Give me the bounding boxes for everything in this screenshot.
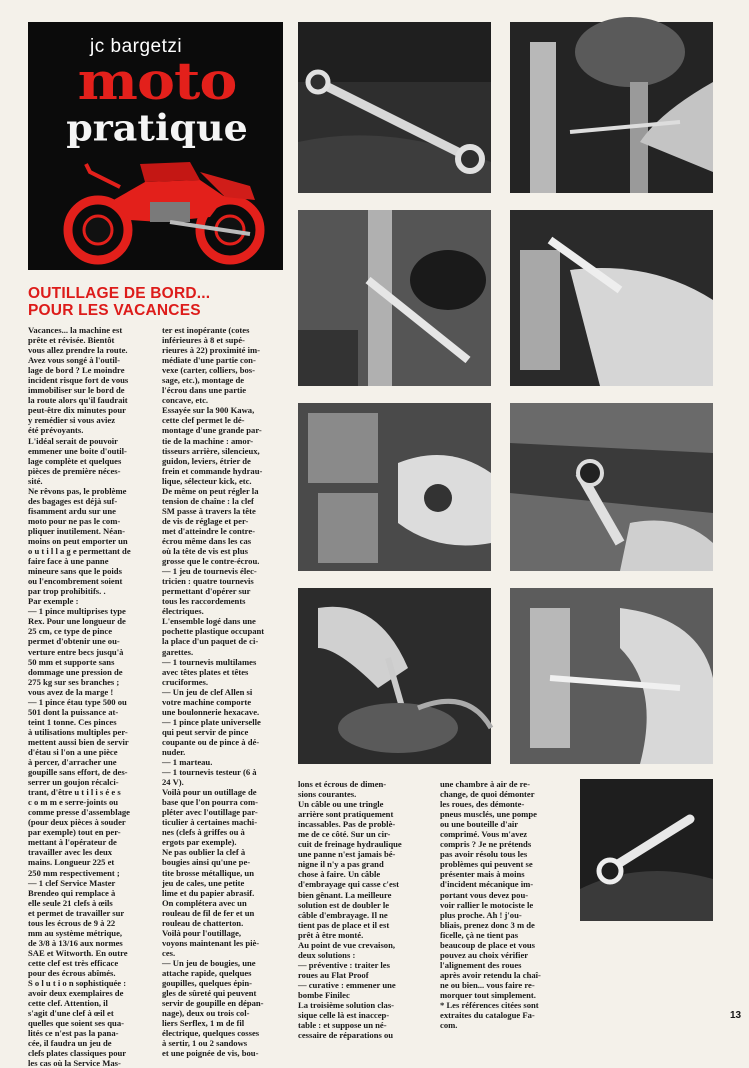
text-line: SAE et Witworth. En outre [28, 947, 128, 958]
text-line: Essayée sur la 900 Kawa, [162, 405, 255, 416]
text-line: les roues, des démonte- [440, 799, 525, 810]
text-line: pour des écrous abîmés. [28, 968, 116, 978]
text-line: mettent aussi bien de servir [28, 736, 129, 747]
text-line: pouvez au choix vérifier [440, 949, 529, 960]
text-line: d'étau si l'on a une pièce [28, 746, 118, 757]
text-line: trant, d'être u t i l i s é e s [28, 787, 121, 798]
text-column-1 [28, 325, 147, 1068]
photo-wrench-closeup [580, 779, 713, 921]
text-line: serrer un goujon récalci- [28, 777, 119, 788]
text-line: verture entre becs jusqu'à [28, 646, 124, 657]
text-line: guidon, leviers, étrier de [162, 455, 251, 466]
text-line: sité. [28, 475, 43, 486]
text-line: 275 kg sur ses branches ; [28, 676, 120, 687]
text-line: une panne n'est jamais bé- [298, 849, 396, 860]
text-line: comme presse d'assemblage [28, 807, 130, 818]
text-line: coupante ou de pince à dé- [162, 736, 260, 747]
text-line: deux solutions : [298, 949, 356, 960]
text-line: votre machine comporte [162, 696, 252, 707]
text-line: problèmes qui peuvent se [440, 859, 533, 870]
text-line: Ne rêvons pas, le problème [28, 485, 127, 496]
text-line: tricien : quatre tournevis [162, 576, 254, 587]
photo-hand-wrench-1 [510, 210, 713, 386]
text-line: SM passe à travers la tête [162, 505, 256, 516]
text-line: frein et commande hydrau- [162, 465, 263, 476]
text-line: Au point de vue crevaison, [298, 939, 396, 950]
text-line: permet d'obtenir une ou- [28, 636, 120, 647]
text-line: — 1 tournevis testeur (6 à [162, 767, 257, 778]
text-line: lique, sélecteur kick, etc. [162, 475, 252, 486]
text-line: nigne il n'y a pas grand [298, 859, 384, 870]
text-line: prêt à être monté. [298, 929, 364, 940]
text-line: portant vous devez pou- [440, 889, 529, 900]
text-line: tie de la machine : amor- [162, 435, 254, 446]
text-line: inférieures à 8 et supé- [162, 335, 245, 346]
text-line: lités ce n'est pas la pana- [28, 1028, 119, 1039]
text-line: goupille sans effort, de des- [28, 767, 128, 778]
text-line: — 1 pince plate universelle [162, 716, 261, 727]
text-line: permettant d'opérer sur [162, 586, 251, 597]
text-line: par trop prohibitifs. . [28, 586, 106, 597]
text-line: cuit de freinage hydraulique [298, 839, 402, 850]
text-line: fisamment ardu sur une [28, 505, 116, 516]
text-line: mains. Longueur 225 et [28, 857, 115, 868]
text-line: ne ou bien... vous faire re- [440, 979, 535, 990]
text-line: lage de bord ? Le moindre [28, 365, 125, 376]
text-line: morquer tout simplement. [440, 989, 536, 1000]
text-line: (pour deux pièces à souder [28, 817, 126, 828]
text-line: grosse que le contre-écrou. [162, 556, 260, 567]
text-line: goupilles, quelques épin- [162, 978, 253, 989]
text-line: montage d'une grande par- [162, 425, 262, 436]
text-line: ou une bouteille d'air [440, 819, 519, 830]
masthead-title-moto: moto [77, 51, 237, 112]
text-line: la place d'un paquet de ci- [162, 636, 259, 647]
text-line: vous allez prendre la route. [28, 345, 128, 356]
text-line: été prévoyants. [28, 425, 84, 436]
text-line: s'agit d'une clef à œil et [28, 1008, 114, 1019]
text-line: bliais, prenez donc 3 m de [440, 919, 535, 930]
text-line: incident risque fort de vous [28, 375, 129, 386]
text-line: tous les raccordements [162, 596, 246, 607]
text-line: La troisième solution clas- [298, 1000, 395, 1011]
text-line: c o m m e serre-joints ou [28, 797, 119, 808]
text-line: faire face à une panne [28, 556, 109, 567]
text-line: servir de goupille en dépan- [162, 998, 264, 1009]
text-line: bombe Finilec [298, 989, 350, 1000]
text-line: incassables. Pas de problè- [298, 819, 396, 830]
text-line: mettant à l'opérateur de [28, 837, 117, 848]
text-line: — préventive : traiter les [298, 959, 390, 970]
text-line: câble d'embrayage. Il ne [298, 909, 388, 920]
text-line: — 1 pince multiprises type [28, 606, 126, 617]
text-line: ficelle, çà ne tient pas [440, 929, 519, 940]
text-line: cette clef est très efficace [28, 957, 119, 968]
photo-chain-adjuster [510, 403, 713, 571]
text-line: plus proche. Ah ! j'ou- [440, 909, 522, 920]
text-line: travailler avec les deux [28, 847, 113, 858]
text-line: compris ? Je ne prétends [440, 839, 532, 850]
text-column-2 [162, 325, 284, 1059]
text-line: Brendeo qui remplace à [28, 887, 116, 898]
text-line: d'incident mécanique im- [440, 879, 534, 890]
text-line: cessaire de réparations ou [298, 1030, 394, 1041]
text-line: ergots par exemple). [162, 837, 237, 848]
text-line: garettes. [162, 646, 194, 657]
text-line: jeu de cales, une petite [162, 877, 245, 888]
text-line: les cas où la Service Mas- [28, 1058, 121, 1068]
article-headline [28, 285, 288, 319]
text-line: lons et écrous de dimen- [298, 779, 387, 789]
text-line: * Les références citées sont [440, 1000, 539, 1011]
text-line: cruciformes. [162, 676, 209, 687]
text-line: présenter mais à moins [440, 869, 525, 880]
photo-fork-tube [510, 22, 713, 193]
text-line: cette clef. Attention, il [28, 998, 108, 1009]
text-line: me de ce côté. Sur un cir- [298, 829, 391, 840]
masthead [28, 22, 283, 270]
text-line: une chambre à air de re- [440, 779, 530, 789]
text-line: pneus musclés, une pompe [440, 809, 537, 820]
text-line: quelles que soient ses qua- [28, 1018, 124, 1029]
page-number: 13 [730, 1010, 742, 1021]
masthead-title-pratique: pratique [66, 106, 248, 149]
text-line: dommage une pression de [28, 666, 123, 677]
text-column-4 [440, 779, 566, 1045]
text-line: gles de sûreté qui peuvent [162, 988, 257, 999]
text-line: concave, etc. [162, 395, 209, 406]
text-line: pochette plastique occupant [162, 626, 265, 637]
text-line: mm au système métrique, [28, 927, 123, 938]
photo-rear-shock [298, 210, 491, 386]
text-line: après avoir retendu la chaî- [440, 969, 541, 980]
text-line: lage complète et quelques [28, 455, 122, 466]
text-line: voyons maintenant les piè- [162, 937, 260, 948]
text-line: table : et suppose un né- [298, 1020, 387, 1031]
text-line: change, de quoi démonter [440, 789, 535, 800]
text-line: tite brosse métallique, un [162, 867, 254, 878]
text-line: sions courantes. [298, 789, 357, 800]
text-line: y remédier si vous aviez [28, 415, 116, 426]
text-line: ou l'encombrement soient [28, 576, 123, 587]
text-line: et permet de travailler sur [28, 907, 125, 918]
text-line: de 3/8 à 13/16 aux normes [28, 937, 123, 948]
text-line: elle seule 21 clefs à œils [28, 897, 113, 908]
text-line: cette clef permet le dé- [162, 415, 245, 426]
text-line: sage, etc.), montage de [162, 375, 245, 386]
text-line: 24 V). [162, 777, 184, 788]
text-line: de vis de réglage et per- [162, 515, 249, 526]
text-line: prête et révisée. Bientôt [28, 335, 115, 346]
text-line: Voilà pour l'outillage, [162, 927, 242, 938]
text-line: roues au Flat Proof [298, 969, 369, 980]
text-line: Avez vous songé à l'outil- [28, 355, 120, 366]
text-line: la route alors qu'il faudrait [28, 395, 128, 406]
text-line: Vacances... la machine est [28, 325, 123, 335]
text-line: une boulonnerie hexacave. [162, 706, 260, 717]
text-line: cée, il faudra un jeu de [28, 1038, 112, 1049]
text-line: écrou même dans les cas [162, 535, 252, 546]
text-line: rouleau de fil de fer et un [162, 907, 255, 918]
text-line: pléter avec l'outillage par- [162, 807, 258, 818]
text-line: liers Serflex, 1 m de fil [162, 1018, 245, 1029]
text-line: qui peut servir de pince [162, 726, 249, 737]
text-line: des bagages est déjà suf- [28, 495, 118, 506]
text-line: tension de chaîne : la clef [162, 495, 254, 506]
photo-engine-block [298, 403, 491, 571]
text-line: o u t i l l a g e permettant de [28, 546, 131, 557]
text-line: l'écrou dans une partie [162, 385, 247, 396]
text-line: solution est de doubler le [298, 899, 390, 910]
text-line: com. [440, 1020, 458, 1031]
text-line: Ne pas oublier la clef à [162, 847, 246, 858]
text-line: médiate d'une partie con- [162, 355, 256, 366]
text-line: tient pas de place et il est [298, 919, 390, 930]
text-line: bien gênant. La meilleure [298, 889, 392, 900]
text-line: teint 1 tonne. Ces pinces [28, 716, 117, 727]
text-line: peut-être dix minutes pour [28, 405, 126, 416]
headline-line-1: OUTILLAGE DE BORD... [28, 285, 211, 302]
text-line: 25 cm, ce type de pince [28, 626, 113, 637]
text-line: — Un jeu de bougies, une [162, 957, 256, 968]
text-line: tous les écrous de 9 à 22 [28, 917, 116, 928]
text-line: — 1 pince étau type 500 ou [28, 696, 127, 707]
photo-hand-wrench-2 [510, 588, 713, 764]
text-line: électriques. [162, 606, 204, 617]
text-line: arrière sont pratiquement [298, 809, 394, 820]
text-line: 250 mm respectivement ; [28, 867, 120, 878]
text-line: — Un jeu de clef Allen si [162, 686, 253, 697]
text-line: extraites du catalogue Fa- [440, 1010, 535, 1021]
text-line: nage), deux ou trois col- [162, 1008, 250, 1019]
text-column-3 [298, 779, 418, 1045]
text-line: L'ensemble logé dans une [162, 616, 256, 627]
text-line: — 1 jeu de tournevis élec- [162, 566, 257, 577]
text-line: rieures à 22) proximité im- [162, 345, 261, 356]
text-line: d'embrayage qui casse c'est [298, 879, 399, 890]
text-line: beaucoup de place et vous [440, 939, 536, 950]
text-line: emmener une boite d'outil- [28, 445, 127, 456]
text-line: On complétera avec un [162, 897, 247, 908]
text-line: Un câble ou une tringle [298, 799, 384, 810]
text-line: base que l'on pourra com- [162, 797, 258, 808]
text-line: pas avoir résolu tous les [440, 849, 528, 860]
text-line: L'idéal serait de pouvoir [28, 435, 118, 446]
text-line: ter est inopérante (cotes [162, 325, 250, 335]
text-line: sique celle là est inaccep- [298, 1010, 390, 1021]
text-line: tisseurs arrière, silencieux, [162, 445, 260, 456]
text-line: mineure sans que le poids [28, 566, 122, 577]
text-line: Rex. Pour une longueur de [28, 616, 126, 627]
text-line: comprimé. Vous m'avez [440, 829, 528, 840]
text-line: voir rallier le motociste le [440, 899, 534, 910]
text-line: Voilà pour un outillage de [162, 787, 257, 798]
text-line: attache rapide, quelques [162, 968, 252, 978]
text-line: pièces de première néces- [28, 465, 121, 476]
text-line: rouleau de chatterton. [162, 917, 244, 928]
photo-pliers-cable [298, 588, 491, 764]
text-line: Par exemple : [28, 596, 79, 607]
text-line: ticulier à certaines machi- [162, 817, 258, 828]
text-line: — 1 tournevis multilames [162, 656, 257, 667]
text-line: chose à faire. Un câble [298, 869, 381, 880]
text-line: moins on peut emporter un [28, 535, 128, 546]
text-line: avoir deux exemplaires de [28, 988, 124, 999]
text-line: nuder. [162, 746, 186, 757]
text-line: l'alignement des roues [440, 959, 522, 970]
motorcycle-illustration [50, 142, 280, 266]
text-line: — 1 clef Service Master [28, 877, 116, 888]
text-line: clefs plates classiques pour [28, 1048, 127, 1059]
text-line: vexe (carter, colliers, bos- [162, 365, 255, 376]
text-line: vous avez de la marge ! [28, 686, 114, 697]
text-line: à percer, d'arracher une [28, 757, 117, 768]
photo-wrench-on-seat [298, 22, 491, 193]
author-name: jc bargetzi [90, 36, 183, 57]
text-line: et une poignée de vis, bou- [162, 1048, 259, 1059]
text-line: met d'atteindre le contre- [162, 525, 255, 536]
text-line: lime et du papier abrasif. [162, 887, 255, 898]
text-line: où la tête de vis est plus [162, 546, 248, 557]
text-line: 50 mm et supporte sans [28, 656, 115, 667]
text-line: bougies ainsi qu'une pe- [162, 857, 251, 868]
text-line: pliquer inutilement. Néan- [28, 525, 126, 536]
headline-line-2: POUR LES VACANCES [28, 302, 201, 319]
text-line: par exemple) tout en per- [28, 827, 121, 838]
text-line: avec têtes plates et têtes [162, 666, 249, 677]
text-line: nes (clefs à griffes ou à [162, 827, 245, 838]
text-line: ces. [162, 947, 176, 958]
text-line: à utilisations multiples per- [28, 726, 128, 737]
text-line: moto pour ne pas le com- [28, 515, 121, 526]
text-line: De même on peut régler la [162, 485, 259, 496]
text-line: — 1 marteau. [162, 757, 213, 768]
text-line: électrique, quelques cosses [162, 1028, 260, 1039]
text-line: à sertir, 1 ou 2 sandows [162, 1038, 248, 1049]
text-line: — curative : emmener une [298, 979, 396, 990]
text-line: 501 dont la puissance at- [28, 706, 119, 717]
text-line: S o l u t i o n sophistiquée : [28, 978, 127, 989]
text-line: immobiliser sur le bord de [28, 385, 125, 396]
